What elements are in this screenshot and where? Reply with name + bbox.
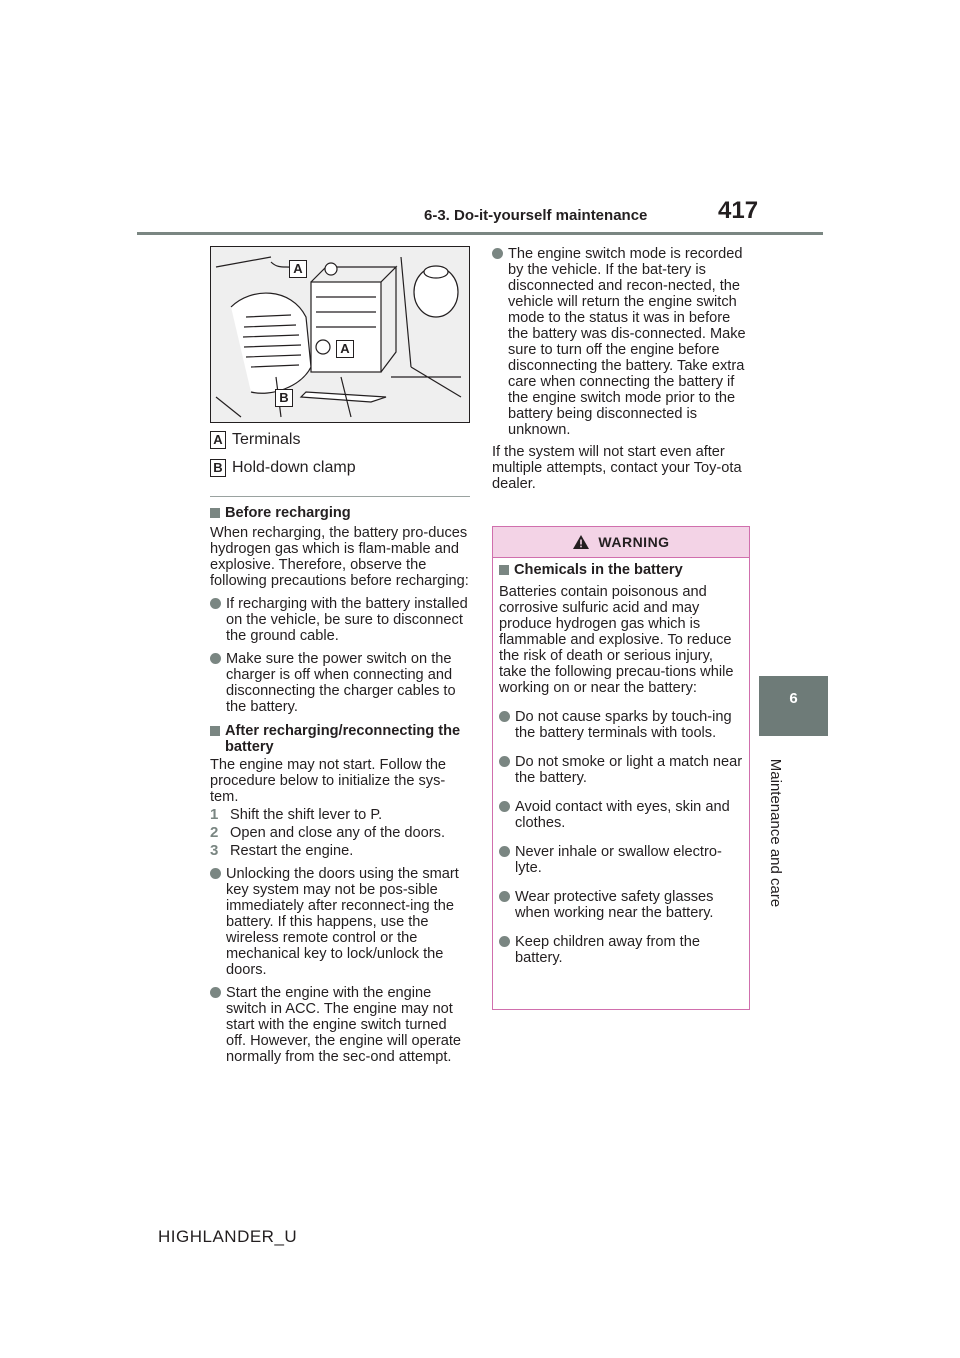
legend-marker-b: B — [210, 459, 226, 477]
legend-label-terminals: Terminals — [232, 431, 301, 448]
after-recharging-title: After recharging/reconnecting the battery — [225, 723, 461, 755]
battery-illustration — [210, 246, 470, 423]
step-2-text: Open and close any of the doors. — [230, 825, 445, 841]
round-bullet-icon — [210, 653, 221, 664]
legend-marker-a: A — [210, 431, 226, 449]
warning-bullet-6-text: Keep children away from the battery. — [515, 934, 700, 966]
step-1-number: 1 — [210, 806, 219, 823]
step-3-text: Restart the engine. — [230, 843, 354, 859]
round-bullet-icon — [499, 891, 510, 902]
square-bullet-icon — [499, 565, 509, 575]
warning-title: WARNING — [598, 534, 670, 550]
warning-box — [492, 526, 750, 1010]
round-bullet-icon — [499, 801, 510, 812]
round-bullet-icon — [210, 987, 221, 998]
warning-heading — [499, 562, 744, 578]
legend-row-terminals — [210, 430, 470, 450]
square-bullet-icon — [210, 508, 220, 518]
legend-label-clamp: Hold-down clamp — [232, 459, 356, 476]
legend-row-clamp — [210, 458, 470, 478]
after-bullet-2 — [210, 985, 470, 1065]
engine-switch-bullet-text: The engine switch mode is recorded by the vehicle. If the bat-tery is disconnected and recon-nected, the vehicle will return the engine switch mode to the status it was in before the battery was dis-connected. Make sure to turn off the engine before disconnecting the battery. Take extra care when connecting the battery if the engine switch mode prior to the battery being disconnected is unknown. — [508, 246, 746, 438]
section-divider — [210, 496, 470, 497]
round-bullet-icon — [499, 711, 510, 722]
warning-bullet-3 — [499, 799, 744, 831]
header-section-title: 6-3. Do-it-yourself maintenance — [424, 207, 648, 224]
warning-bullet-1 — [499, 709, 744, 741]
round-bullet-icon — [210, 868, 221, 879]
before-bullet-2 — [210, 651, 470, 715]
step-1-text: Shift the shift lever to P. — [230, 807, 383, 823]
footer-model: HIGHLANDER_U — [158, 1227, 298, 1246]
round-bullet-icon — [499, 846, 510, 857]
step-3 — [210, 843, 470, 859]
warning-bullet-3-text: Avoid contact with eyes, skin and clothes. — [515, 799, 730, 831]
warning-triangle-icon — [572, 534, 590, 550]
before-bullet-2-text: Make sure the power switch on the charger is off when connecting and disconnecting the charger cables to the battery. — [226, 651, 456, 715]
before-recharging-heading — [210, 505, 470, 521]
callout-a-top: A — [289, 260, 307, 278]
step-2 — [210, 825, 470, 841]
warning-body — [493, 558, 749, 966]
engine-switch-bullet — [492, 246, 754, 438]
step-1 — [210, 807, 470, 823]
warning-header — [493, 527, 749, 558]
step-3-number: 3 — [210, 842, 219, 859]
warning-bullet-5 — [499, 889, 744, 921]
after-recharging-intro: The engine may not start. Follow the procedure below to initialize the sys-tem. — [210, 757, 447, 805]
before-recharging-title: Before recharging — [225, 505, 351, 521]
warning-bullet-4-text: Never inhale or swallow electro-lyte. — [515, 844, 722, 876]
after-bullet-1-text: Unlocking the doors using the smart key system may not be pos-sible immediately after reconnect-ing the battery. If this happens, use the wireless remote control or the mechanical key to lock/unlock the doors. — [226, 866, 459, 978]
page-number: 417 — [718, 197, 759, 224]
before-bullet-1-text: If recharging with the battery installed on the vehicle, be sure to disconnect the ground cable. — [226, 596, 468, 644]
before-bullet-1 — [210, 596, 470, 644]
chapter-number: 6 — [789, 690, 798, 707]
after-recharging-heading — [210, 723, 470, 755]
chapter-rail — [764, 748, 784, 918]
engine-bay-drawing — [211, 247, 469, 422]
header-rule — [137, 232, 823, 235]
before-recharging-intro: When recharging, the battery pro-duces hydrogen gas which is flam-mable and explosive. Therefore, observe the following precautions before recharging: — [210, 525, 469, 589]
after-bullet-1 — [210, 866, 470, 978]
warning-bullet-2 — [499, 754, 744, 786]
warning-bullet-4 — [499, 844, 744, 876]
round-bullet-icon — [499, 756, 510, 767]
round-bullet-icon — [210, 598, 221, 609]
square-bullet-icon — [210, 726, 220, 736]
step-2-number: 2 — [210, 824, 219, 841]
warning-heading-text: Chemicals in the battery — [514, 562, 683, 578]
right-column — [492, 246, 754, 492]
warning-bullet-2-text: Do not smoke or light a match near the battery. — [515, 754, 743, 786]
after-bullet-2-text: Start the engine with the engine switch in ACC. The engine may not start with the engine switch turned off. However, the engine will operate normally from the sec-ond attempt. — [226, 985, 461, 1065]
callout-a-bottom: A — [336, 340, 354, 358]
warning-intro: Batteries contain poisonous and corrosive sulfuric acid and may produce hydrogen gas which is flammable and explosive. To reduce the risk of death or serious injury, take the following precau-tions while working on or near the battery: — [499, 584, 734, 696]
callout-b: B — [275, 389, 293, 407]
warning-bullet-6 — [499, 934, 744, 966]
left-column — [210, 246, 470, 1065]
chapter-title: Maintenance and care — [767, 758, 784, 908]
warning-bullet-1-text: Do not cause sparks by touch-ing the battery terminals with tools. — [515, 709, 732, 741]
round-bullet-icon — [492, 248, 503, 259]
warning-bullet-5-text: Wear protective safety glasses when working near the battery. — [515, 889, 714, 921]
dealer-paragraph: If the system will not start even after multiple attempts, contact your Toy-ota dealer. — [492, 444, 742, 492]
chapter-tab — [759, 676, 828, 736]
round-bullet-icon — [499, 936, 510, 947]
